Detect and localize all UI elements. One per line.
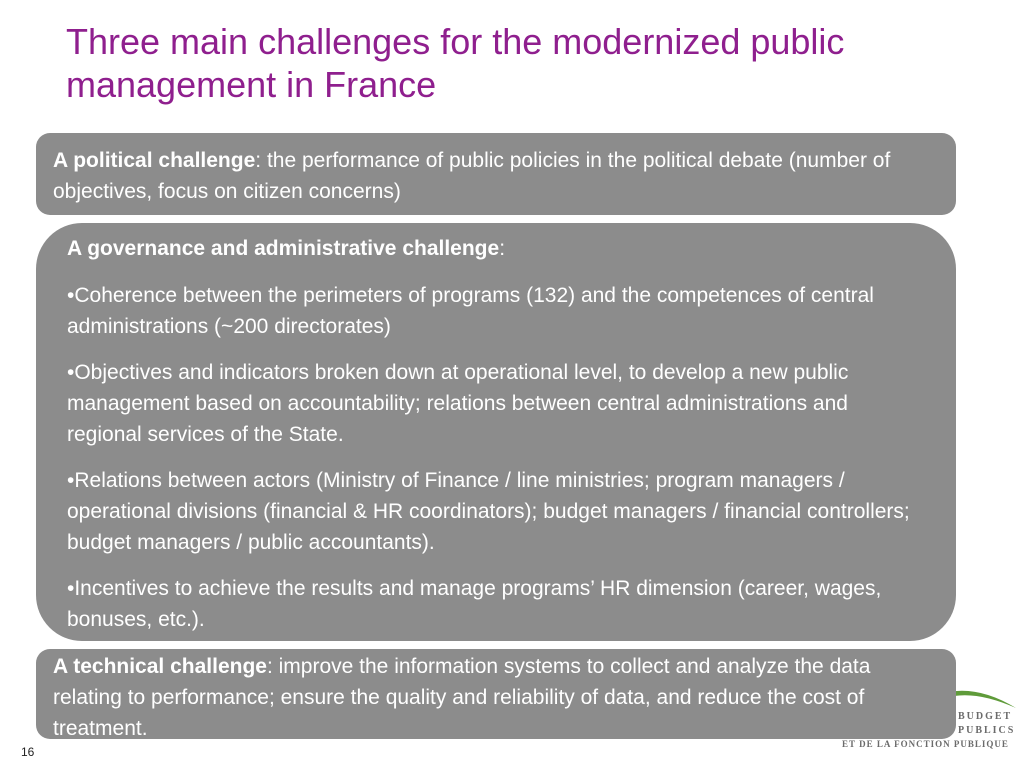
page-number: 16 <box>21 745 35 759</box>
logo-line-3: ET DE LA FONCTION PUBLIQUE <box>842 739 1009 749</box>
political-challenge-heading: A political challenge <box>53 149 256 172</box>
technical-challenge-box <box>36 649 956 739</box>
governance-heading-suffix: : <box>499 237 506 260</box>
political-challenge-box <box>36 133 956 215</box>
technical-challenge-text: : improve the information systems to collect and analyze the data relating to performance; ensure the quality and reliability of data, and reduce the cost of treatment. <box>53 655 871 740</box>
governance-bullet-4: •Incentives to achieve the results and manage programs’ HR dimension (career, wages, bonuses, etc.). <box>67 577 882 631</box>
governance-bullet-1: •Coherence between the perimeters of programs (132) and the competences of central administrations (~200 directorates) <box>67 284 874 338</box>
slide-title-line-2: management in France <box>66 64 437 105</box>
governance-challenge-heading: A governance and administrative challenge <box>67 237 500 260</box>
governance-challenge-heading-line <box>67 233 926 264</box>
governance-challenge-box <box>36 223 956 641</box>
slide-title-line-1: Three main challenges for the modernized public <box>66 21 845 62</box>
governance-bullet-3: •Relations between actors (Ministry of Finance / line ministries; program managers / operational divisions (financial & HR coordinators); budget managers / financial controllers; budget managers / public accountants). <box>67 469 910 554</box>
logo-line-2: PUBLICS <box>958 725 1016 736</box>
governance-bullet-2: •Objectives and indicators broken down at operational level, to develop a new public management based on accountability; relations between central administrations and regional services of the State. <box>67 361 849 446</box>
political-challenge-text: : the performance of public policies in the political debate (number of objectives, focus on citizen concerns) <box>53 149 891 203</box>
logo-line-1: BUDGET <box>958 711 1013 722</box>
technical-challenge-heading: A technical challenge <box>53 655 267 678</box>
slide-title <box>66 20 966 106</box>
